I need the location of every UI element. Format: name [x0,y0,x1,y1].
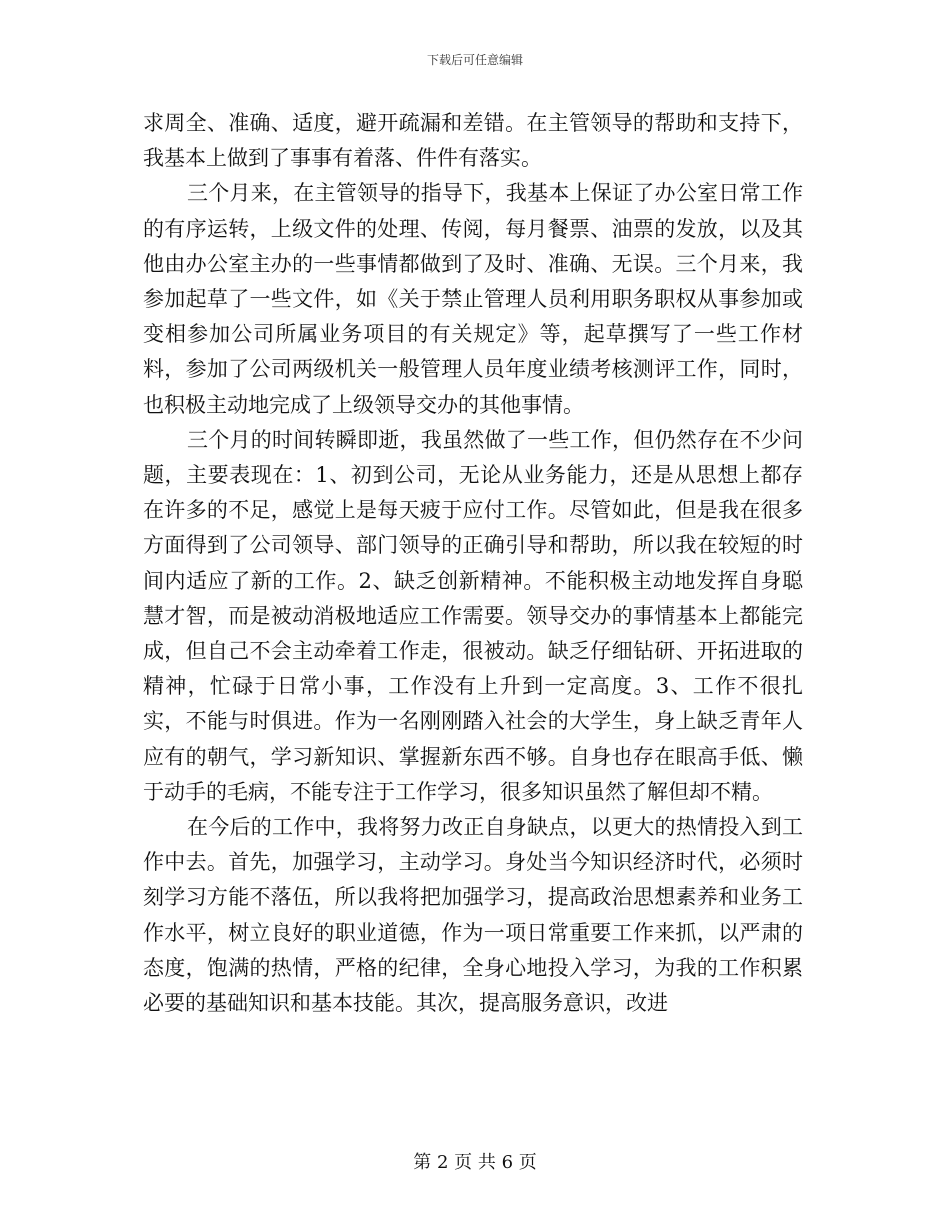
paragraph-2: 三个月来，在主管领导的指导下，我基本上保证了办公室日常工作的有序运转，上级文件的处理、传阅，每月餐票、油票的发放，以及其他由办公室主办的一些事情都做到了及时、准确、无误。三个月来，我参加起草了一些文件，如《关于禁止管理人员利用职务职权从事参加或变相参加公司所属业务项目的有关规定》等，起草撰写了一些工作材料，参加了公司两级机关一般管理人员年度业绩考核测评工作，同时，也积极主动地完成了上级领导交办的其他事情。 [143,181,803,417]
paragraph-4: 在今后的工作中，我将努力改正自身缺点，以更大的热情投入到工作中去。首先，加强学习，主动学习。身处当今知识经济时代，必须时刻学习方能不落伍，所以我将把加强学习，提高政治思想素养和业务工作水平，树立良好的职业道德，作为一项日常重要工作来抓，以严肃的态度，饱满的热情，严格的纪律，全身心地投入学习，为我的工作积累必要的基础知识和基本技能。其次，提高服务意识，改进 [143,815,803,1016]
page-footer [0,1151,950,1175]
paragraph-1: 求周全、准确、适度，避开疏漏和差错。在主管领导的帮助和支持下，我基本上做到了事事有着落、件件有落实。 [143,111,803,171]
document-body [143,106,803,1021]
page-header: 下载后可任意编辑 [426,53,523,67]
page-number: 第 2 页 共 6 页 [413,1152,537,1173]
paragraph-3: 三个月的时间转瞬即逝，我虽然做了一些工作，但仍然存在不少问题，主要表现在：1、初到公司，无论从业务能力，还是从思想上都存在许多的不足，感觉上是每天疲于应付工作。尽管如此，但是我在很多方面得到了公司领导、部门领导的正确引导和帮助，所以我在较短的时间内适应了新的工作。2、缺乏创新精神。不能积极主动地发挥自身聪慧才智，而是被动消极地适应工作需要。领导交办的事情基本上都能完成，但自己不会主动牵着工作走，很被动。缺乏仔细钻研、开拓进取的精神，忙碌于日常小事，工作没有上升到一定高度。3、工作不很扎实，不能与时俱进。作为一名刚刚踏入社会的大学生，身上缺乏青年人应有的朝气，学习新知识、掌握新东西不够。自身也存在眼高手低、懒于动手的毛病，不能专注于工作学习，很多知识虽然了解但却不精。 [143,427,803,804]
